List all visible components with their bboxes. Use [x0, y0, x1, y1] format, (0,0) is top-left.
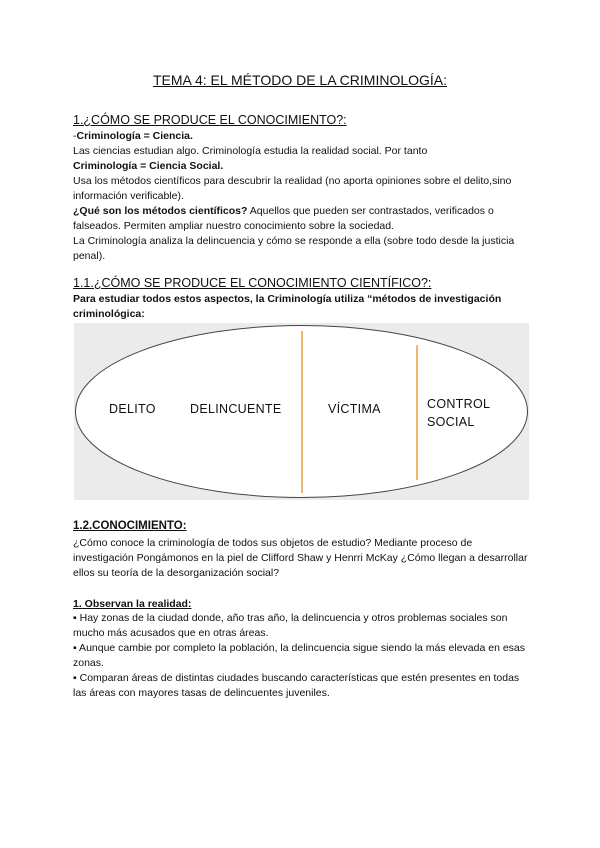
- section1-line5: [73, 204, 535, 234]
- label-delito: DELITO: [109, 402, 156, 416]
- label-victima: VÍCTIMA: [328, 402, 381, 416]
- section11-heading: 1.1.¿CÓMO SE PRODUCE EL CONOCIMIENTO CIENTÍFICO?:: [73, 276, 432, 290]
- section1-line4: Usa los métodos científicos para descubrir la realidad (no aporta opiniones sobre el delito,sino información verificable).: [73, 175, 512, 202]
- metodos-answer: Aquellos que pueden ser contrastados, verificados o falseados. Permiten ampliar nuestro conocimiento sobre la sociedad.: [73, 205, 494, 232]
- metodos-question: ¿Qué son los métodos científicos?: [73, 205, 248, 217]
- label-delincuente: DELINCUENTE: [190, 402, 282, 416]
- section12-text: ¿Cómo conoce la criminología de todos sus objetos de estudio? Mediante proceso de investigación Pongámonos en la piel de Clifford Shaw y Henrri McKay ¿Cómo llegan a desarrollar ellos su teoría de la desorganización social?: [73, 537, 528, 579]
- section1-line6: La Criminología analiza la delincuencia y cómo se responde a ella (sobre todo desde la justicia penal).: [73, 235, 515, 262]
- section11-intro: Para estudiar todos estos aspectos, la Criminología utiliza “métodos de investigación criminológica:: [73, 293, 502, 320]
- dash: -: [73, 130, 77, 142]
- list-item: ▪ Comparan áreas de distintas ciudades buscando características que estén presentes en todas las áreas con mayores tasas de delincuentes juveniles.: [73, 672, 520, 699]
- section1-line3: Criminología = Ciencia Social.: [73, 160, 224, 172]
- methods-diagram: [74, 323, 529, 500]
- list-item: ▪ Hay zonas de la ciudad donde, año tras año, la delincuencia y otros problemas sociales son mucho más acusados que en otras áreas.: [73, 612, 508, 639]
- section1-line2: Las ciencias estudian algo. Criminología estudia la realidad social. Por tanto: [73, 145, 428, 157]
- label-control: CONTROL: [427, 397, 491, 411]
- section1-body: [73, 129, 535, 264]
- list-item: ▪ Aunque cambie por completo la población, la delincuencia sigue siendo la más elevada en esas zonas.: [73, 642, 526, 669]
- section1-heading: 1.¿CÓMO SE PRODUCE EL CONOCIMIENTO?:: [73, 113, 347, 127]
- observan-heading: 1. Observan la realidad:: [73, 598, 192, 610]
- section1-line1: [73, 129, 535, 144]
- label-social: SOCIAL: [427, 415, 475, 429]
- section12-heading: 1.2.CONOCIMIENTO:: [73, 520, 187, 532]
- criminologia-ciencia: Criminología = Ciencia.: [76, 130, 193, 142]
- observan-list: [73, 611, 535, 701]
- document-title: TEMA 4: EL MÉTODO DE LA CRIMINOLOGÍA:: [152, 72, 448, 88]
